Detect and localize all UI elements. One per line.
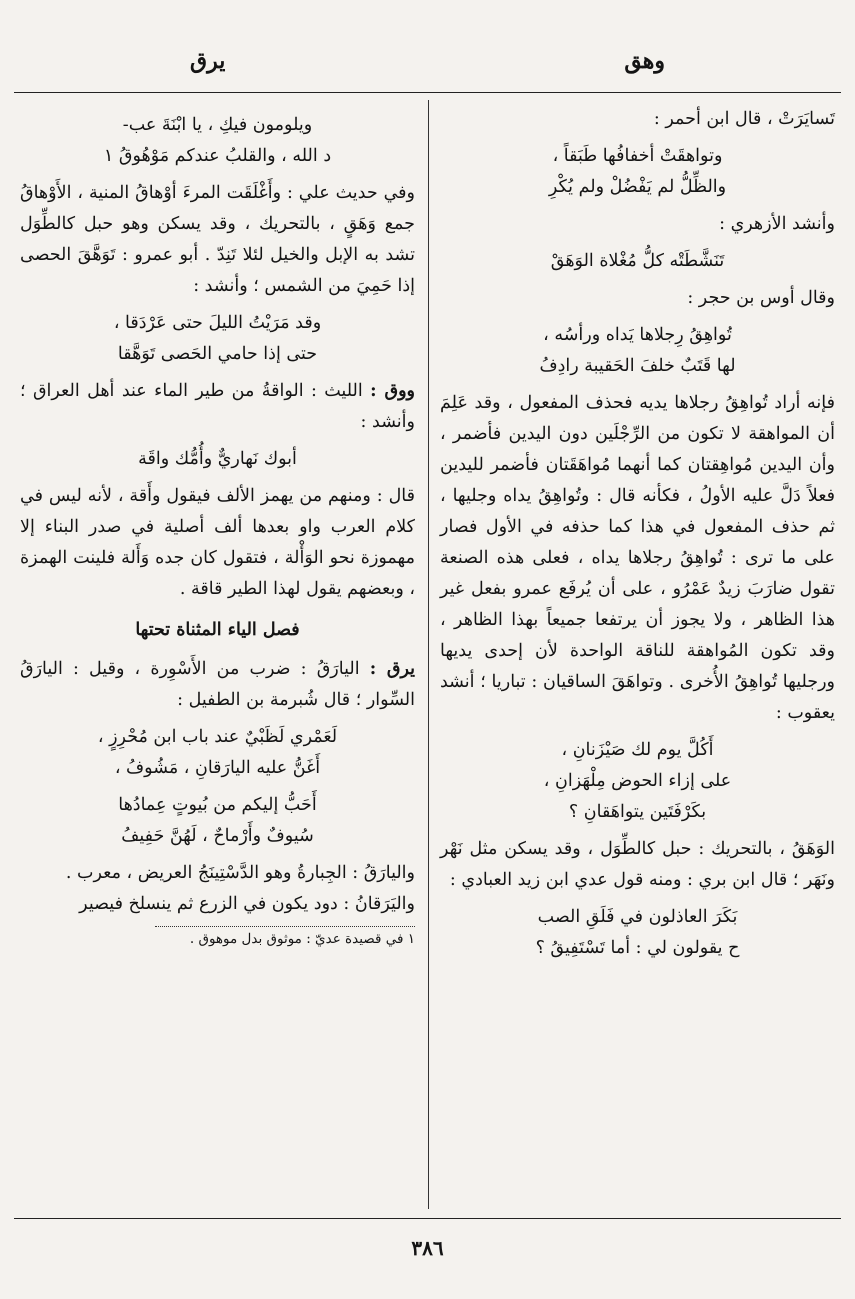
column-divider <box>428 100 429 1209</box>
verse <box>20 110 415 172</box>
entry-headword: ووق : <box>370 381 415 401</box>
verse-line: أَكُلَّ يوم لك صَيْزَنانِ ، <box>561 740 714 760</box>
footnote-rule <box>155 926 415 927</box>
paragraph: فإنه أراد تُواهِقُ رجلاها يديه فحذف المفعول ، وقد عَلِمَ أن المواهقة لا تكون من الرِّجْلَين دون اليدين فأضمر ، وأن اليدين مُواهِقتان كما أنهما مُواهَقَتان فأضمر لليدين فعلاً دَلَّ عليه الأولُ ، فكأنه قال : وتُواهِقُ يداه وجليها ، ثم حذف المفعول في هذا كما حذفه في الأول فصار على ما ترى : تُواهِقُ رجلاها يداه ، فعلى هذه الصنعة تقول ضارَبَ زيدٌ عَمْرُو ، على أن يُرفَع عمرو بفعل غير هذا الظاهر ، ولا يجوز أن يرتفعا جميعاً بهذا الظاهر ، وقد تكون المُواهقة للناقة الواحدة لأن إحدى يديها ورجليها تُواهِقُ الأُخرى . وتواهَقَ الساقيان : تباريا ؛ أنشد يعقوب : <box>440 393 835 723</box>
verse-line: حتى إذا حامي الحَصى تَوَهَّقا <box>117 344 318 364</box>
page-number: ٣٨٦ <box>411 1236 444 1260</box>
header-root-word-right: وهق <box>624 48 665 74</box>
verse <box>440 320 835 382</box>
verse-line: على إزاء الحوض مِلْهَزانِ ، <box>543 771 732 791</box>
right-column <box>440 104 835 970</box>
section-heading: فصل الياء المثناة تحتها <box>135 620 300 640</box>
paragraph: وقال أوس بن حجر : <box>687 288 835 308</box>
verse <box>20 308 415 370</box>
verse-line: لها قَتَبٌ خلفَ الحَقيبة رادِفُ <box>539 356 736 376</box>
left-column <box>20 104 415 949</box>
verse-line: ويلومون فيكِ ، يا ابْنَةَ عب- <box>122 115 313 135</box>
verse-line: د الله ، والقلبُ عندكم مَوْهُوقُ ١ <box>103 146 332 166</box>
paragraph: وأنشد الأزهري : <box>719 214 835 234</box>
entry-headword: يرق : <box>369 659 415 679</box>
top-rule <box>14 92 841 93</box>
paragraph: تَسايَرَتْ ، قال ابن أحمر : <box>653 109 835 129</box>
entry-paragraph <box>20 654 415 716</box>
verse-line: أَغَنُّ عليه اليارَقانِ ، مَشُوفُ ، <box>114 758 321 778</box>
paragraph: واليارَقُ : الجِبارةُ وهو الدَّسْتِينَجُ العريض ، معرب . <box>65 863 415 883</box>
verse-line: أبوك نَهاريٌّ وأُمُّك واقَة <box>138 449 297 469</box>
entry-text: اليارَقُ : ضرب من الأَسْوِرة ، وقيل : اليارَقُ السِّوار ؛ قال شُبرمة بن الطفيل : <box>20 659 415 710</box>
bottom-rule <box>14 1218 841 1219</box>
paragraph: واليَرَقانُ : دود يكون في الزرع ثم ينسلخ فيصير <box>79 894 415 914</box>
verse-line: ح يقولون لي : أما تَسْتَفِيقُ ؟ <box>535 938 740 958</box>
verse <box>440 141 835 203</box>
paragraph: الوَهَقُ ، بالتحريك : حبل كالطِّوَل ، وقد يسكن مثل نَهْر ونَهَر ؛ قال ابن بري : ومنه قول عدي ابن زيد العبادي : <box>440 839 835 890</box>
verse <box>440 246 835 277</box>
verse-line: تَنَشَّطَتْه كلُّ مُغْلاة الوَهَقْ <box>550 251 725 271</box>
verse <box>440 735 835 828</box>
verse-line: أَحَبُّ إليكم من بُيوتٍ عِمادُها <box>118 795 317 815</box>
verse-line: تُواهِقُ رِجلاها يَداه ورأسُه ، <box>543 325 732 345</box>
verse-line: والظِّلُّ لم يَفْضُلْ ولم يُكْرِ <box>548 177 727 197</box>
entry-paragraph <box>20 376 415 438</box>
verse-line: لَعَمْري لَظَبْيٌ عند باب ابن مُحْرِزٍ ، <box>97 727 338 747</box>
verse <box>20 444 415 475</box>
verse <box>440 902 835 964</box>
header-root-word-left: يرق <box>190 48 226 74</box>
footnote: ١ في قصيدة عديّ : موثوق بدل موهوق . <box>189 931 415 947</box>
verse <box>20 790 415 852</box>
verse-line: وقد مَرَيْتُ الليلَ حتى عَرْدَقا ، <box>113 313 322 333</box>
paragraph: قال : ومنهم من يهمز الألف فيقول وأَقة ، لأنه ليس في كلام العرب واو بعدها ألف أصلية في صدر البناء إلا مهموزة نحو الوَأْلة ، فتقول كان جده وَأَلة فلينت الهمزة ، وبعضهم يقول لهذا الطير قاقة . <box>20 486 415 599</box>
verse-line: بكَرْفَتَين يتواهَقانِ ؟ <box>568 802 707 822</box>
verse-line: سُيوفٌ وأَرْماحٌ ، لَهُنَّ حَفِيفُ <box>121 826 314 846</box>
verse-line: بَكَرَ العاذلون في فَلَقِ الصب <box>537 907 738 927</box>
verse-line: وتواهقَتْ أخفافُها طَبَقاً ، <box>552 146 723 166</box>
paragraph: وفي حديث علي : وأَغْلَقَت المرءَ أوْهاقُ المنية ، الأَوْهاقُ جمع وَهَقٍ ، بالتحريك ، وقد يسكن وهو حبل كالطِّوَل تشد به الإبل والخيل لئلا تَنِدّ . أبو عمرو : تَوَهَّقَ الحصى إذا حَمِيَ من الشمس ؛ وأنشد : <box>20 183 415 296</box>
verse <box>20 722 415 784</box>
entry-text: الليث : الواقةُ من طير الماء عند أهل العراق ؛ وأنشد : <box>20 381 415 432</box>
